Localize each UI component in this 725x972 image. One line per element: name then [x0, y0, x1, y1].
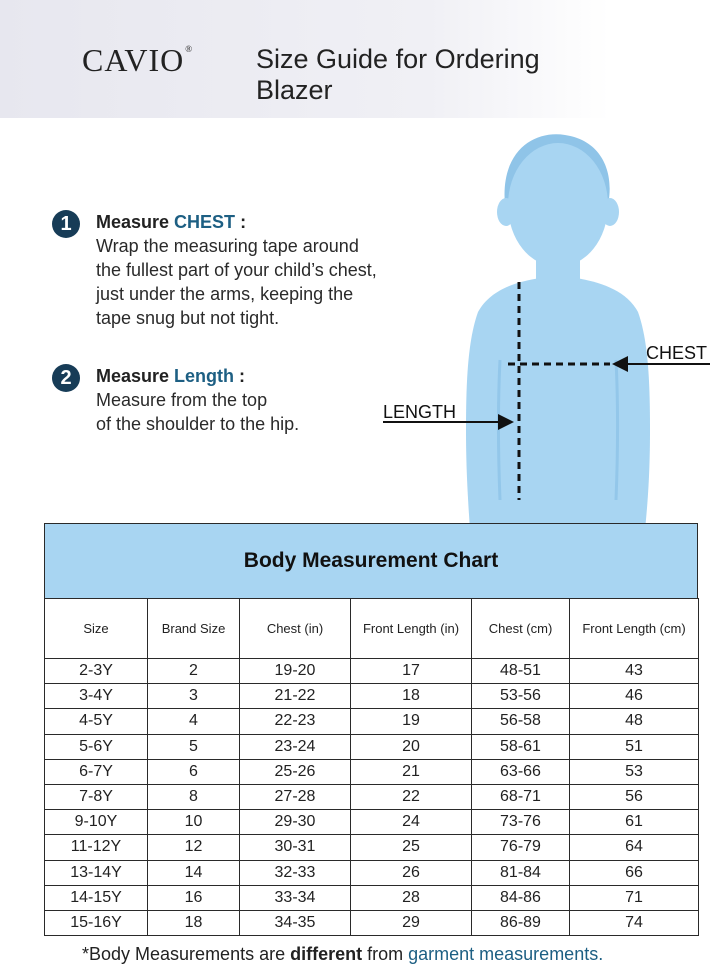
table-cell: 22-23 — [240, 709, 351, 734]
table-row — [45, 734, 699, 759]
table-cell: 19 — [351, 709, 472, 734]
column-header-size: Size — [45, 599, 148, 659]
step-instructions — [96, 234, 377, 330]
brand-name: CAVIO — [82, 42, 185, 78]
table-cell: 25 — [351, 835, 472, 860]
table-cell: 12 — [148, 835, 240, 860]
instruction-line: tape snug but not tight. — [96, 308, 280, 328]
table-cell: 73-76 — [472, 810, 570, 835]
child-silhouette-icon — [380, 130, 725, 530]
table-cell: 18 — [148, 910, 240, 935]
table-cell: 81-84 — [472, 860, 570, 885]
table-cell: 6 — [148, 759, 240, 784]
column-header-front-length-in: Front Length (in) — [351, 599, 472, 659]
footnote-text: *Body Measurements are — [82, 944, 291, 964]
table-cell: 24 — [351, 810, 472, 835]
table-cell: 21-22 — [240, 684, 351, 709]
table-cell: 8 — [148, 784, 240, 809]
table-row — [45, 709, 699, 734]
table-cell: 46 — [570, 684, 699, 709]
table-cell: 3 — [148, 684, 240, 709]
table-cell: 15-16Y — [45, 910, 148, 935]
table-cell: 6-7Y — [45, 759, 148, 784]
step-heading-keyword: Length — [174, 366, 235, 386]
table-cell: 61 — [570, 810, 699, 835]
table-cell: 56 — [570, 784, 699, 809]
brand-logo — [82, 42, 193, 79]
step-number-badge: 1 — [52, 210, 80, 238]
table-row — [45, 684, 699, 709]
table-cell: 2-3Y — [45, 659, 148, 684]
table-cell: 51 — [570, 734, 699, 759]
table-cell: 64 — [570, 835, 699, 860]
table-cell: 53-56 — [472, 684, 570, 709]
table-cell: 4-5Y — [45, 709, 148, 734]
column-header-front-length-cm: Front Length (cm) — [570, 599, 699, 659]
table-cell: 76-79 — [472, 835, 570, 860]
step-heading-suffix: : — [234, 366, 246, 386]
table-cell: 27-28 — [240, 784, 351, 809]
step-heading-prefix: Measure — [96, 212, 175, 232]
table-cell: 30-31 — [240, 835, 351, 860]
chest-label: CHEST — [646, 343, 708, 363]
table-cell: 2 — [148, 659, 240, 684]
table-cell: 68-71 — [472, 784, 570, 809]
table-row — [45, 885, 699, 910]
table-cell: 16 — [148, 885, 240, 910]
table-header-row — [45, 599, 699, 659]
table-cell: 33-34 — [240, 885, 351, 910]
table-cell: 7-8Y — [45, 784, 148, 809]
table-cell: 34-35 — [240, 910, 351, 935]
table-cell: 66 — [570, 860, 699, 885]
table-cell: 28 — [351, 885, 472, 910]
table-cell: 71 — [570, 885, 699, 910]
step-heading-prefix: Measure — [96, 366, 175, 386]
footnote-emphasis: different — [290, 944, 363, 964]
table-cell: 10 — [148, 810, 240, 835]
table-cell: 74 — [570, 910, 699, 935]
table-cell: 4 — [148, 709, 240, 734]
footnote-text: from — [362, 944, 409, 964]
table-row — [45, 759, 699, 784]
table-cell: 18 — [351, 684, 472, 709]
table-row — [45, 810, 699, 835]
table-row — [45, 659, 699, 684]
table-cell: 58-61 — [472, 734, 570, 759]
table-cell: 14 — [148, 860, 240, 885]
footnote-highlight: garment measurements. — [408, 944, 604, 964]
chart-title: Body Measurement Chart — [44, 523, 698, 598]
table-cell: 13-14Y — [45, 860, 148, 885]
column-header-chest-in: Chest (in) — [240, 599, 351, 659]
step-instructions — [96, 388, 299, 436]
table-cell: 26 — [351, 860, 472, 885]
page-title: Size Guide for Ordering Blazer — [256, 44, 540, 105]
table-cell: 32-33 — [240, 860, 351, 885]
length-label: LENGTH — [383, 402, 457, 422]
instruction-line: of the shoulder to the hip. — [96, 414, 300, 434]
table-cell: 17 — [351, 659, 472, 684]
table-cell: 5 — [148, 734, 240, 759]
table-cell: 3-4Y — [45, 684, 148, 709]
table-cell: 20 — [351, 734, 472, 759]
table-cell: 63-66 — [472, 759, 570, 784]
table-cell: 25-26 — [240, 759, 351, 784]
instruction-line: the fullest part of your child’s chest, — [96, 260, 377, 280]
table-cell: 29 — [351, 910, 472, 935]
table-cell: 86-89 — [472, 910, 570, 935]
step-heading — [96, 212, 246, 233]
table-cell: 43 — [570, 659, 699, 684]
table-cell: 19-20 — [240, 659, 351, 684]
step-heading-keyword: CHEST — [174, 212, 236, 232]
step-heading-suffix: : — [235, 212, 247, 232]
instruction-line: just under the arms, keeping the — [96, 284, 354, 304]
table-cell: 14-15Y — [45, 885, 148, 910]
column-header-chest-cm: Chest (cm) — [472, 599, 570, 659]
instruction-line: Measure from the top — [96, 390, 268, 410]
registered-mark: ® — [185, 44, 194, 54]
table-cell: 9-10Y — [45, 810, 148, 835]
step-heading — [96, 366, 245, 387]
footnote — [82, 944, 603, 965]
instruction-line: Wrap the measuring tape around — [96, 236, 359, 256]
table-cell: 22 — [351, 784, 472, 809]
child-body — [466, 134, 650, 530]
table-row — [45, 860, 699, 885]
measurement-table — [44, 598, 699, 936]
table-cell: 56-58 — [472, 709, 570, 734]
table-row — [45, 835, 699, 860]
table-cell: 21 — [351, 759, 472, 784]
table-cell: 48 — [570, 709, 699, 734]
header-banner — [0, 0, 610, 118]
table-cell: 23-24 — [240, 734, 351, 759]
measurement-chart — [44, 523, 698, 936]
table-cell: 48-51 — [472, 659, 570, 684]
column-header-brand-size: Brand Size — [148, 599, 240, 659]
table-row — [45, 910, 699, 935]
table-cell: 11-12Y — [45, 835, 148, 860]
table-cell: 29-30 — [240, 810, 351, 835]
step-number-badge: 2 — [52, 364, 80, 392]
table-cell: 5-6Y — [45, 734, 148, 759]
table-cell: 84-86 — [472, 885, 570, 910]
table-cell: 53 — [570, 759, 699, 784]
table-row — [45, 784, 699, 809]
